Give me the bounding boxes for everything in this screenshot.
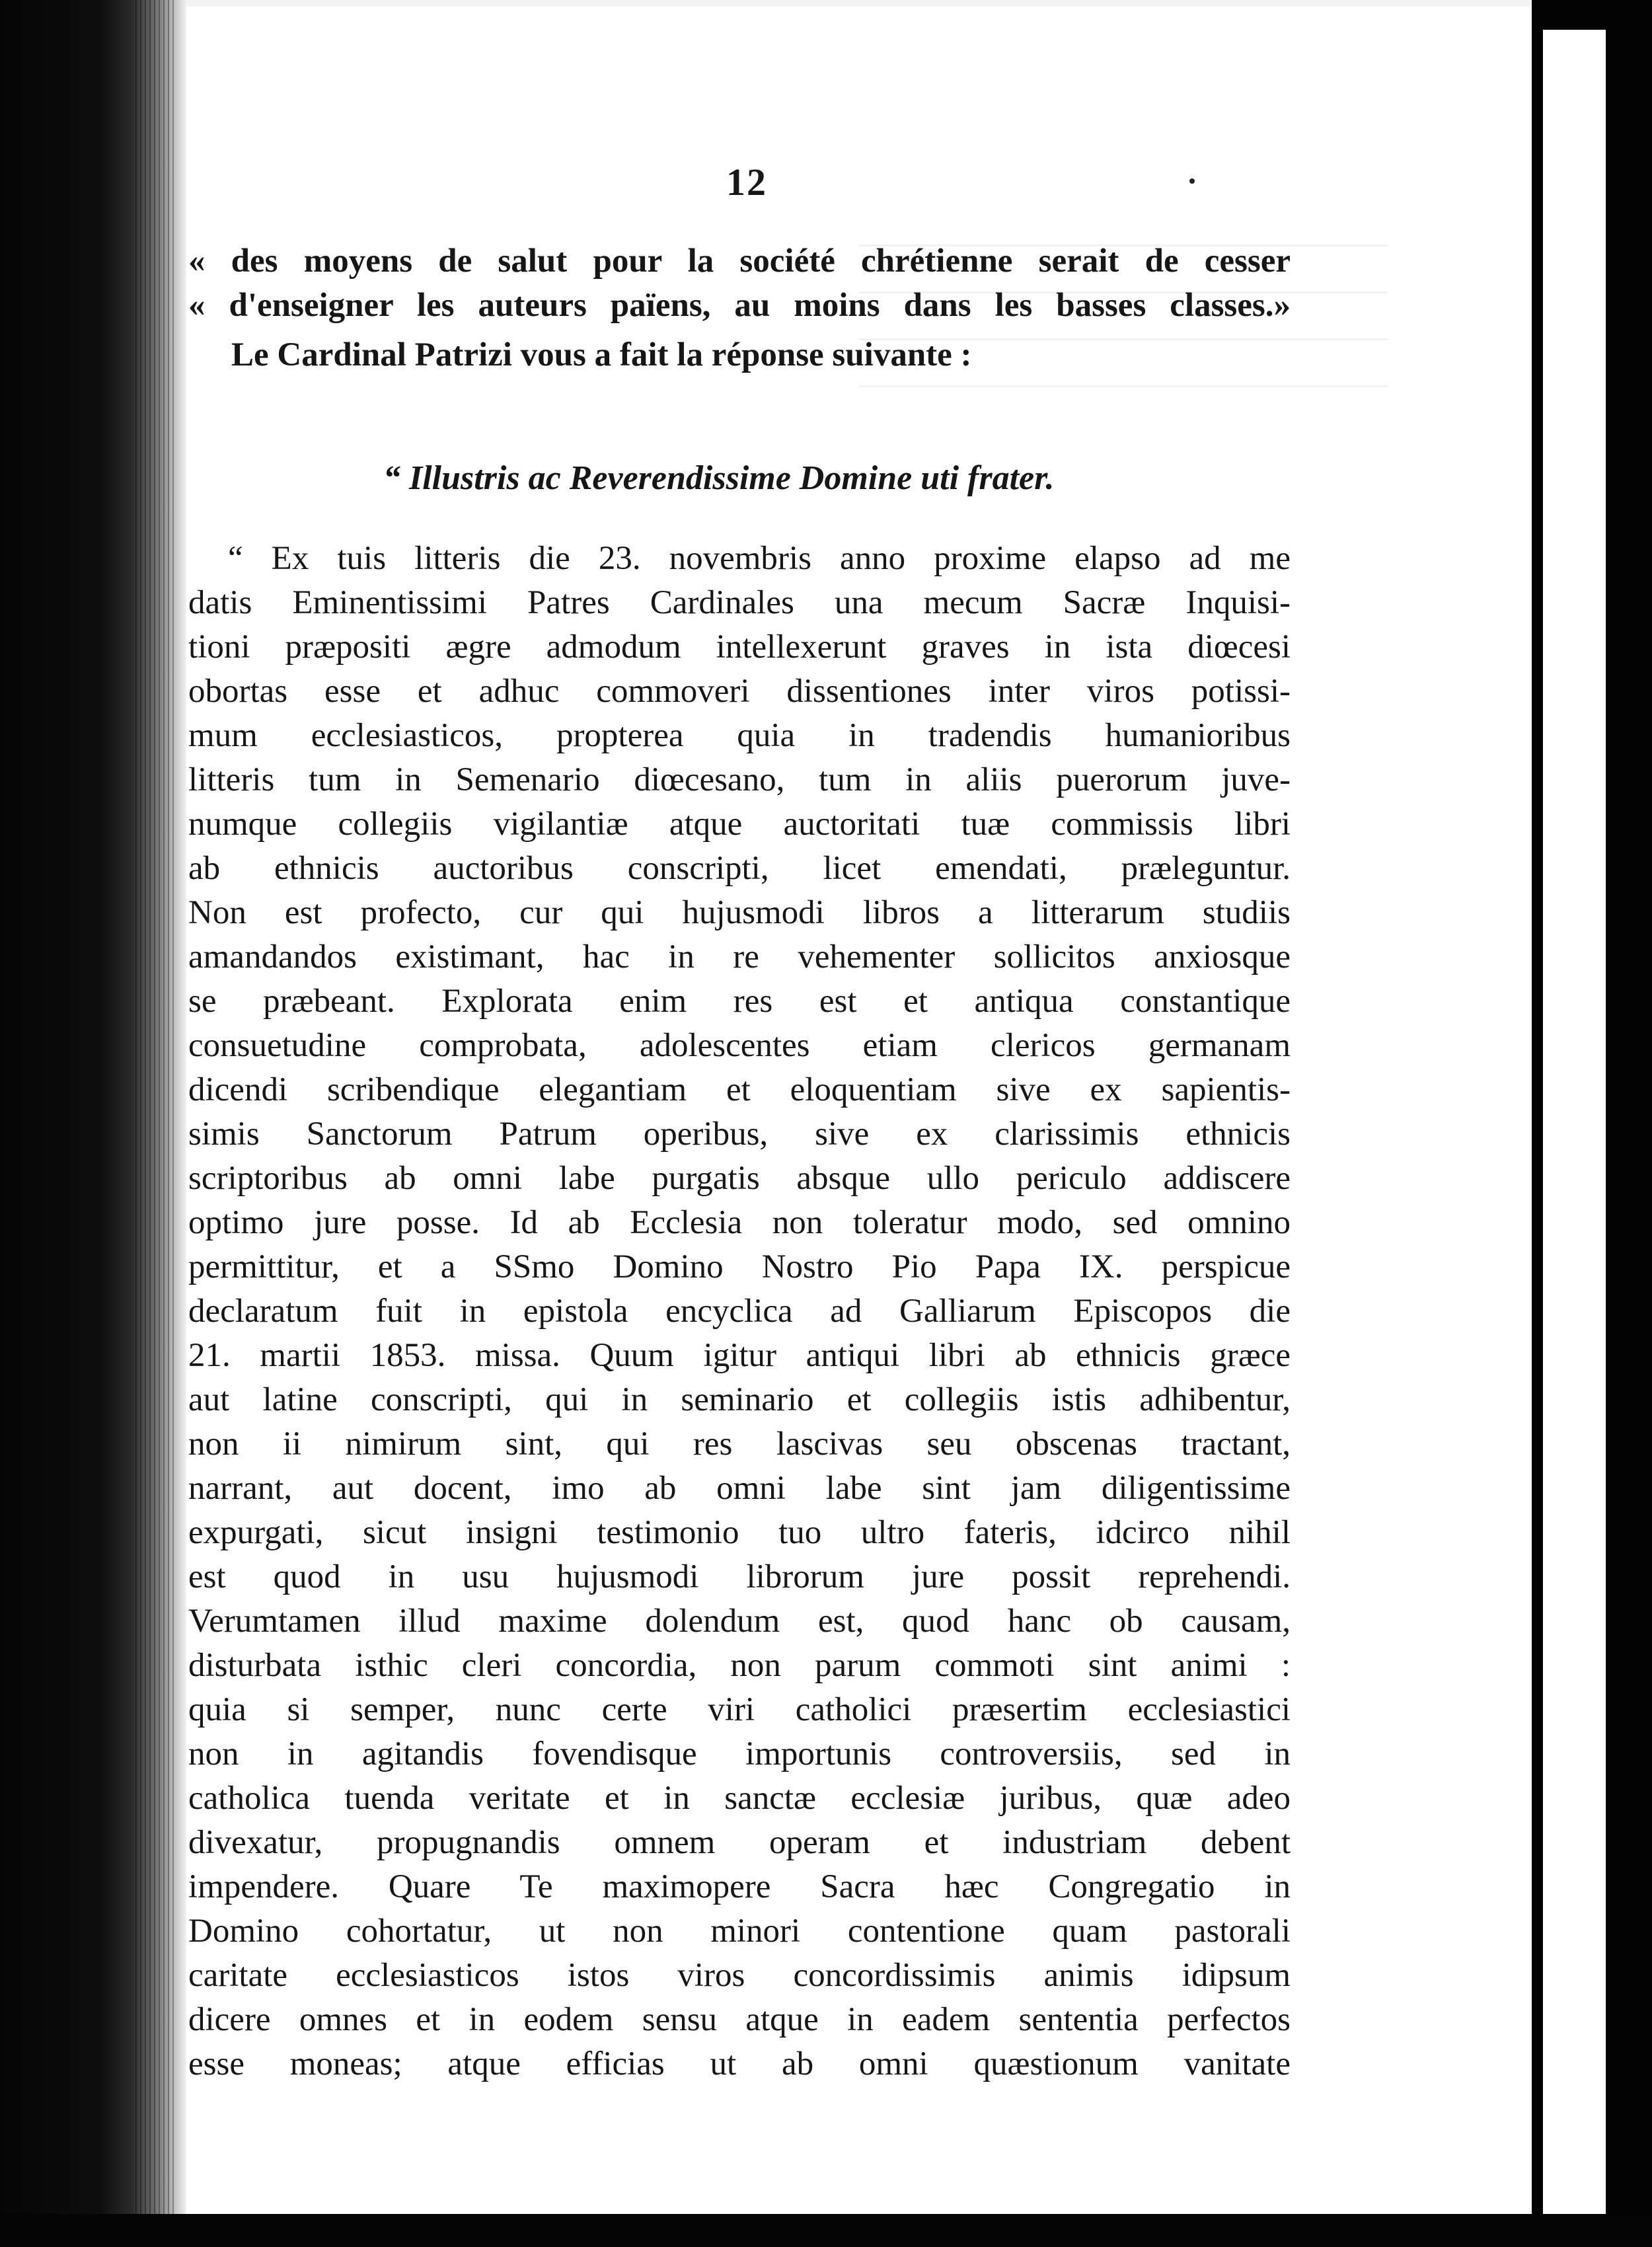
french-quote-line: « d'enseigner les auteurs païens, au moins dans les basses classes.» — [188, 287, 1291, 324]
letter-line: optimo jure posse. Id ab Ecclesia non toleratur modo, sed omnino — [188, 1204, 1291, 1241]
letter-line: tioni præpositi ægre admodum intellexerunt graves in ista diœcesi — [188, 628, 1291, 666]
letter-line: ab ethnicis auctoribus conscripti, licet emendati, præleguntur. — [188, 850, 1291, 887]
letter-line: divexatur, propugnandis omnem operam et industriam debent — [188, 1824, 1291, 1861]
speck-mark — [1189, 178, 1195, 184]
letter-line: disturbata isthic cleri concordia, non parum commoti sint animi : — [188, 1647, 1291, 1684]
french-quote-line: « des moyens de salut pour la société chrétienne serait de cesser — [188, 243, 1291, 280]
letter-line: esse moneas; atque efficias ut ab omni quæstionum vanitate — [188, 2045, 1291, 2082]
facing-page-edge — [1543, 30, 1606, 2217]
letter-line: Domino cohortatur, ut non minori contentione quam pastorali — [188, 1913, 1291, 1950]
letter-line: amandandos existimant, hac in re vehementer sollicitos anxiosque — [188, 938, 1291, 975]
letter-line: narrant, aut docent, imo ab omni labe sint jam diligentissime — [188, 1470, 1291, 1507]
scan-bottom-border — [0, 2214, 1652, 2247]
letter-line: est quod in usu hujusmodi librorum jure possit reprehendi. — [188, 1558, 1291, 1595]
letter-line: obortas esse et adhuc commoveri dissentiones inter viros potissi- — [188, 673, 1291, 710]
french-quote — [188, 239, 1291, 328]
letter-line: litteris tum in Semenario diœcesano, tum in aliis puerorum juve- — [188, 761, 1291, 798]
letter-line: “ Ex tuis litteris die 23. novembris anno proxime elapso ad me — [228, 540, 1291, 577]
letter-line: simis Sanctorum Patrum operibus, sive ex clarissimis ethnicis — [188, 1116, 1291, 1153]
letter-line: 21. martii 1853. missa. Quum igitur antiqui libri ab ethnicis græce — [188, 1337, 1291, 1374]
letter-line: permittitur, et a SSmo Domino Nostro Pio Papa IX. perspicue — [188, 1248, 1291, 1285]
letter-line: caritate ecclesiasticos istos viros concordissimis animis idipsum — [188, 1957, 1291, 1994]
latin-letter-body — [188, 537, 1291, 2086]
letter-line: mum ecclesiasticos, propterea quia in tradendis humanioribus — [188, 717, 1291, 754]
scan-top-edge — [186, 0, 1532, 7]
letter-line: datis Eminentissimi Patres Cardinales una mecum Sacræ Inquisi- — [188, 584, 1291, 621]
letter-line: Verumtamen illud maxime dolendum est, quod hanc ob causam, — [188, 1603, 1291, 1640]
scan-binding-stripes — [135, 0, 175, 2247]
french-response-line: Le Cardinal Patrizi vous a fait la réponse suivante : — [231, 336, 972, 373]
letter-line: numque collegiis vigilantiæ atque auctoritati tuæ commissis libri — [188, 806, 1291, 843]
letter-line: catholica tuenda veritate et in sanctæ ecclesiæ juribus, quæ adeo — [188, 1780, 1291, 1817]
letter-line: impendere. Quare Te maximopere Sacra hæc Congregatio in — [188, 1868, 1291, 1905]
letter-line: se præbeant. Explorata enim res est et antiqua constantique — [188, 983, 1291, 1020]
letter-line: expurgati, sicut insigni testimonio tuo ultro fateris, idcirco nihil — [188, 1514, 1291, 1551]
letter-line: Non est profecto, cur qui hujusmodi libros a litterarum studiis — [188, 894, 1291, 931]
letter-line: dicendi scribendique elegantiam et eloquentiam sive ex sapientis- — [188, 1071, 1291, 1108]
letter-salutation: “ Illustris ac Reverendissime Domine uti frater. — [383, 459, 1055, 497]
letter-line: non in agitandis fovendisque importunis controversiis, sed in — [188, 1735, 1291, 1772]
letter-line: scriptoribus ab omni labe purgatis absque ullo periculo addiscere — [188, 1160, 1291, 1197]
page-number: 12 — [726, 161, 767, 204]
letter-line: non ii nimirum sint, qui res lascivas seu obscenas tractant, — [188, 1426, 1291, 1463]
letter-line: consuetudine comprobata, adolescentes etiam clericos germanam — [188, 1027, 1291, 1064]
letter-line: aut latine conscripti, qui in seminario et collegiis istis adhibentur, — [188, 1381, 1291, 1418]
letter-line: quia si semper, nunc certe viri catholici præsertim ecclesiastici — [188, 1691, 1291, 1728]
letter-line: dicere omnes et in eodem sensu atque in eadem sententia perfectos — [188, 2001, 1291, 2038]
letter-line: declaratum fuit in epistola encyclica ad Galliarum Episcopos die — [188, 1293, 1291, 1330]
